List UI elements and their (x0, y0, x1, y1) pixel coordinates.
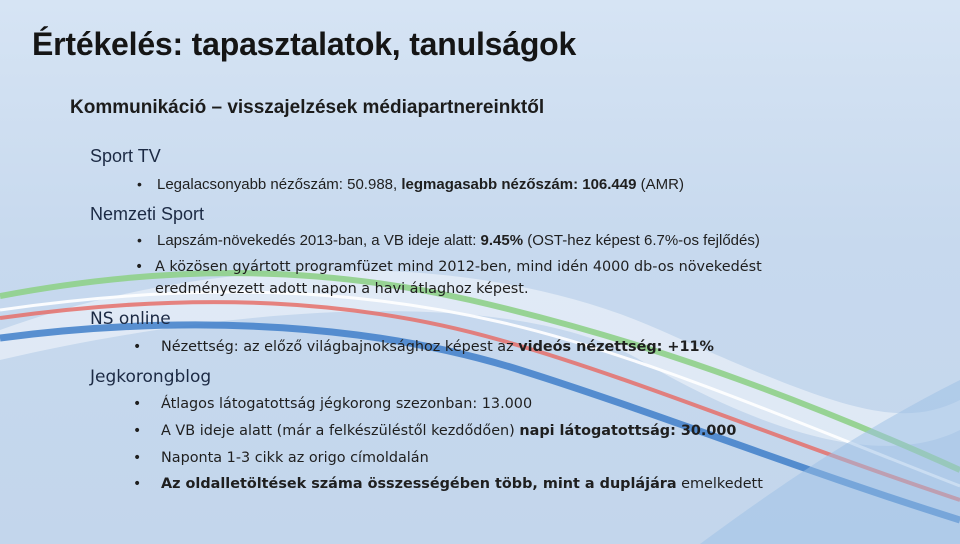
bullet-dot: • (133, 339, 142, 355)
section-heading-nemzeti-sport: Nemzeti Sport (90, 204, 205, 224)
bullet-dot: • (133, 396, 142, 412)
bullet-text: Az oldalletöltések száma összességében több, mint a duplájára emelkedett (161, 476, 763, 492)
bullet-dot: • (135, 259, 144, 275)
slide-subtitle: Kommunikáció – visszajelzések médiapartnereinktől (70, 97, 545, 118)
bullet-nemzeti-sport-2-continuation: eredményezett adott napon a havi átlaghoz képest. (155, 281, 529, 297)
bullet-dot: • (137, 176, 142, 192)
bullet-text: Nézettség: az előző világbajnoksághoz képest az videós nézettség: +11% (161, 339, 714, 355)
section-heading-sport-tv: Sport TV (90, 146, 161, 166)
bullet-text: Átlagos látogatottság jégkorong szezonban: 13.000 (161, 396, 533, 412)
section-heading-ns-online: NS online (90, 309, 171, 329)
bullet-text: A közösen gyártott programfüzet mind 2012-ben, mind idén 4000 db-os növekedést (155, 259, 762, 275)
slide-title: Értékelés: tapasztalatok, tanulságok (32, 26, 577, 62)
bullet-dot: • (133, 423, 142, 439)
bullet-dot: • (133, 476, 142, 492)
bullet-dot: • (133, 450, 142, 466)
section-heading-jegkorongblog: Jegkorongblog (90, 367, 212, 387)
bullet-text: Lapszám-növekedés 2013-ban, a VB ideje alatt: 9.45% (OST-hez képest 6.7%-os fejlődés) (157, 232, 760, 249)
bullet-dot: • (137, 232, 142, 248)
bullet-text: Legalacsonyabb nézőszám: 50.988, legmagasabb nézőszám: 106.449 (AMR) (157, 176, 684, 193)
bullet-text: Naponta 1-3 cikk az origo címoldalán (161, 450, 429, 466)
bullet-text: A VB ideje alatt (már a felkészüléstől kezdődően) napi látogatottság: 30.000 (161, 423, 737, 439)
